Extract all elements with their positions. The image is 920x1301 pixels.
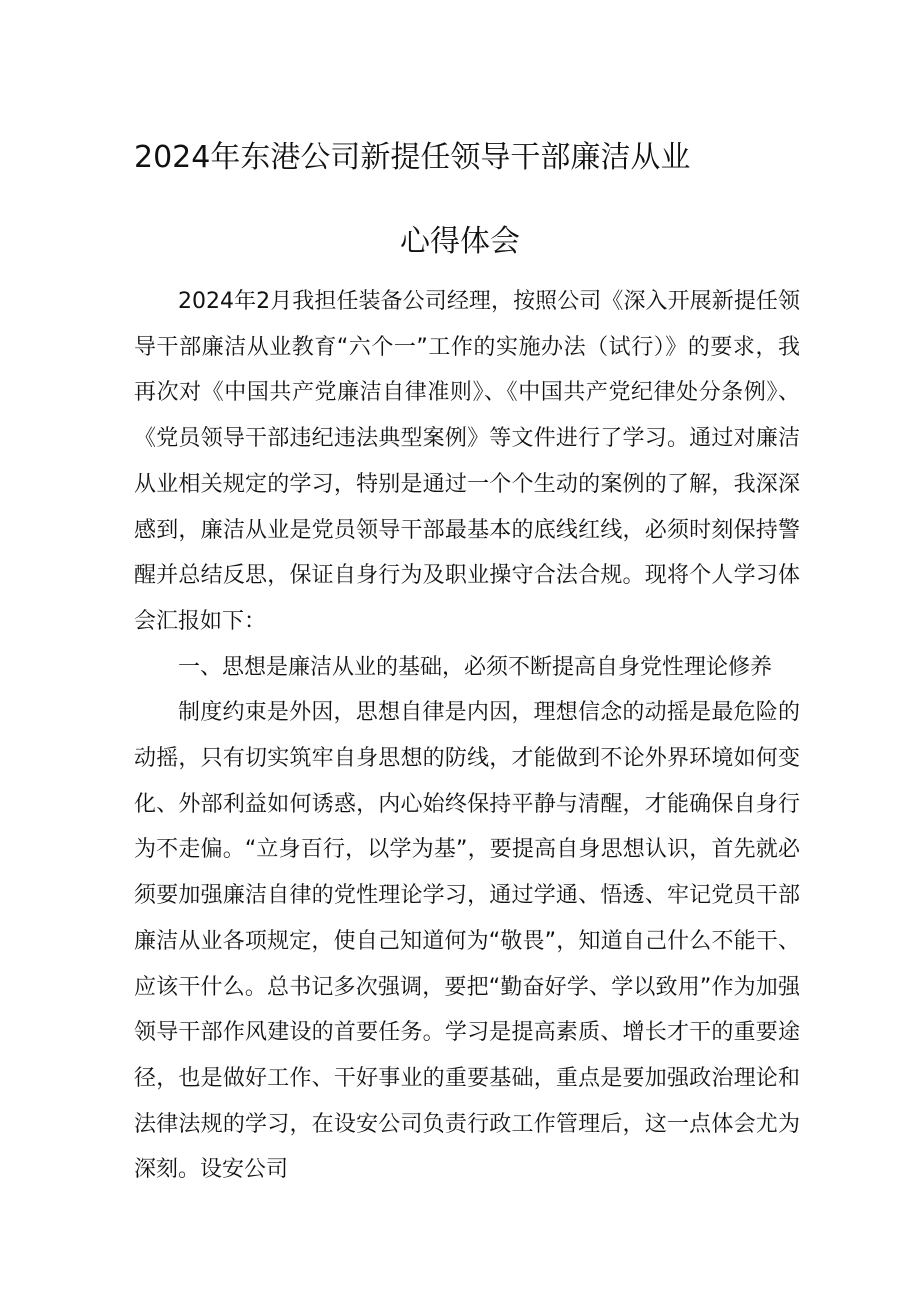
paragraph-intro: 2024年2月我担任装备公司经理，按照公司《深入开展新提任领导干部廉洁从业教育“六个一”工作的实施办法（试行）》的要求，我再次对《中国共产党廉洁自律准则》、《中国共产党纪律处分条例》、《党员领导干部违纪违法典型案例》等文件进行了学习。通过对廉洁从业相关规定的学习，特别是通过一个个生动的案例的了解，我深深感到，廉洁从业是党员领导干部最基本的底线红线，必须时刻保持警醒并总结反思，保证自身行为及职业操守合法合规。现将个人学习体会汇报如下： [134, 289, 800, 634]
document-title-line-2: 心得体会 [400, 224, 520, 259]
document-title-line-1: 2024年东港公司新提任领导干部廉洁从业 [134, 140, 691, 175]
document-body [134, 279, 800, 1193]
paragraph-section-1: 制度约束是外因，思想自律是内因，理想信念的动摇是最危险的动摇，只有切实筑牢自身思想的防线，才能做到不论外界环境如何变化、外部利益如何诱惑，内心始终保持平静与清醒，才能确保自身行为不走偏。“立身百行，以学为基”，要提高自身思想认识，首先就必须要加强廉洁自律的党性理论学习，通过学通、悟透、牢记党员干部廉洁从业各项规定，使自己知道何为“敬畏”，知道自己什么不能干、应该干什么。总书记多次强调，要把“勤奋好学、学以致用”作为加强领导干部作风建设的首要任务。学习是提高素质、增长才干的重要途径，也是做好工作、干好事业的重要基础，重点是要加强政治理论和法律法规的学习，在设安公司负责行政工作管理后，这一点体会尤为深刻。设安公司 [134, 700, 800, 1183]
section-heading-1: 一、思想是廉洁从业的基础，必须不断提高自身党性理论修养 [178, 654, 773, 680]
